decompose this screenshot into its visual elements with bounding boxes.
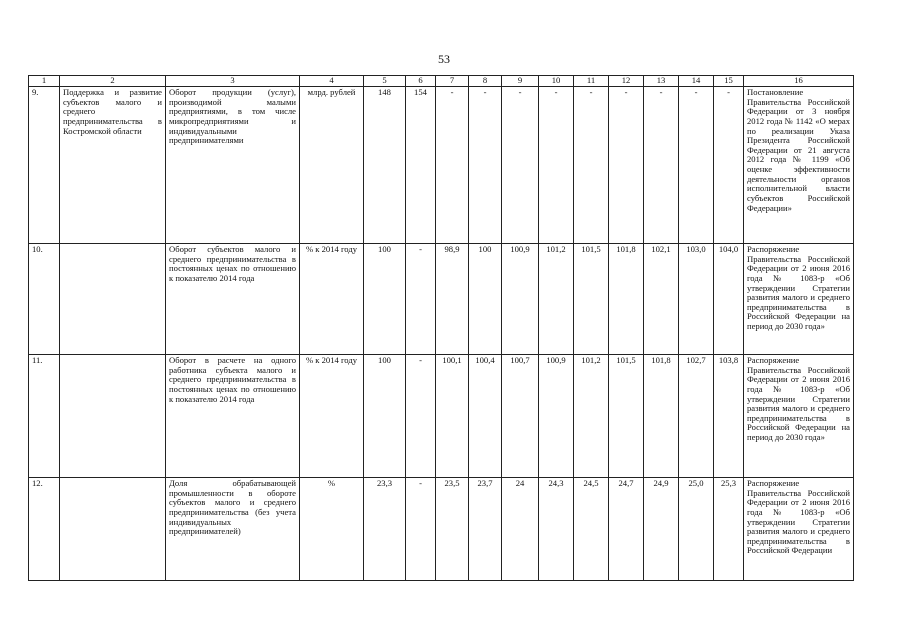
value-cell: 100	[364, 244, 406, 355]
col-header: 16	[744, 76, 854, 87]
table-row	[29, 87, 854, 244]
value-cell: 101,8	[644, 355, 679, 478]
col-header: 3	[166, 76, 300, 87]
value-cell: 154	[406, 87, 436, 244]
col-header: 10	[539, 76, 574, 87]
value-cell: -	[644, 87, 679, 244]
col-header: 2	[60, 76, 166, 87]
value-cell: 100,1	[436, 355, 469, 478]
value-cell: 102,1	[644, 244, 679, 355]
column-number-row	[29, 76, 854, 87]
value-cell: 101,8	[609, 244, 644, 355]
indicator-name: Доля обрабатывающей промышленности в обороте субъектов малого и среднего предпринимательства (без учета индивидуальных предпринимателей)	[166, 478, 300, 581]
program-name	[60, 355, 166, 478]
value-cell: 24,9	[644, 478, 679, 581]
value-cell: -	[574, 87, 609, 244]
col-header: 11	[574, 76, 609, 87]
value-cell: 24,7	[609, 478, 644, 581]
indicators-table	[28, 75, 854, 581]
value-cell: 102,7	[679, 355, 714, 478]
col-header: 8	[469, 76, 502, 87]
value-cell: 100	[364, 355, 406, 478]
col-header: 9	[502, 76, 539, 87]
table-row	[29, 244, 854, 355]
program-name	[60, 478, 166, 581]
unit-cell: % к 2014 году	[300, 355, 364, 478]
col-header: 5	[364, 76, 406, 87]
value-cell: 24,3	[539, 478, 574, 581]
value-cell: 24,5	[574, 478, 609, 581]
value-cell: -	[539, 87, 574, 244]
value-cell: 25,0	[679, 478, 714, 581]
source-document: Распоряжение Правительства Российской Федерации от 2 июня 2016 года № 1083-р «Об утверждении Стратегии развития малого и среднего предпринимательства в Российской Федерации на период до 2030 года»	[744, 244, 854, 355]
value-cell: 100,4	[469, 355, 502, 478]
col-header: 6	[406, 76, 436, 87]
value-cell: 101,2	[574, 355, 609, 478]
value-cell: 104,0	[714, 244, 744, 355]
indicator-name: Оборот субъектов малого и среднего предпринимательства в постоянных ценах по отношению к показателю 2014 года	[166, 244, 300, 355]
value-cell: 100,9	[539, 355, 574, 478]
value-cell: -	[469, 87, 502, 244]
col-header: 1	[29, 76, 60, 87]
page-number: 53	[438, 52, 450, 66]
value-cell: 103,0	[679, 244, 714, 355]
value-cell: 98,9	[436, 244, 469, 355]
unit-cell: %	[300, 478, 364, 581]
value-cell: 23,3	[364, 478, 406, 581]
source-document: Постановление Правительства Российской Федерации от 3 ноября 2012 года № 1142 «О мерах по реализации Указа Президента Российской Федерации от 21 августа 2012 года № 1199 «Об оценке эффективности деятельности органов исполнительной власти субъектов Российской Федерации»	[744, 87, 854, 244]
value-cell: 101,5	[574, 244, 609, 355]
source-document: Распоряжение Правительства Российской Федерации от 2 июня 2016 года № 1083-р «Об утверждении Стратегии развития малого и среднего предпринимательства в Российской Федерации на период до 2030 года»	[744, 355, 854, 478]
value-cell: -	[406, 355, 436, 478]
indicator-name: Оборот в расчете на одного работника субъекта малого и среднего предпринимательства в постоянных ценах по отношению к показателю 2014 года	[166, 355, 300, 478]
value-cell: -	[679, 87, 714, 244]
col-header: 4	[300, 76, 364, 87]
row-number: 11.	[29, 355, 60, 478]
source-document: Распоряжение Правительства Российской Федерации от 2 июня 2016 года № 1083-р «Об утверждении Стратегии развития малого и среднего предпринимательства в Российской Федерации	[744, 478, 854, 581]
value-cell: -	[714, 87, 744, 244]
value-cell: 101,2	[539, 244, 574, 355]
value-cell: 100,7	[502, 355, 539, 478]
col-header: 15	[714, 76, 744, 87]
col-header: 14	[679, 76, 714, 87]
value-cell: -	[609, 87, 644, 244]
program-name: Поддержка и развитие субъектов малого и среднего предпринимательства в Костромской области	[60, 87, 166, 244]
unit-cell: млрд. рублей	[300, 87, 364, 244]
program-name	[60, 244, 166, 355]
value-cell: 23,5	[436, 478, 469, 581]
row-number: 12.	[29, 478, 60, 581]
table-row	[29, 355, 854, 478]
value-cell: 100	[469, 244, 502, 355]
row-number: 9.	[29, 87, 60, 244]
value-cell: 100,9	[502, 244, 539, 355]
indicator-name: Оборот продукции (услуг), производимой малыми предприятиями, в том числе микропредприятиями и индивидуальными предпринимателями	[166, 87, 300, 244]
value-cell: 101,5	[609, 355, 644, 478]
value-cell: -	[502, 87, 539, 244]
row-number: 10.	[29, 244, 60, 355]
col-header: 7	[436, 76, 469, 87]
col-header: 12	[609, 76, 644, 87]
table-row	[29, 478, 854, 581]
value-cell: -	[406, 478, 436, 581]
value-cell: 24	[502, 478, 539, 581]
value-cell: 25,3	[714, 478, 744, 581]
value-cell: -	[406, 244, 436, 355]
col-header: 13	[644, 76, 679, 87]
value-cell: 23,7	[469, 478, 502, 581]
value-cell: 103,8	[714, 355, 744, 478]
value-cell: -	[436, 87, 469, 244]
unit-cell: % к 2014 году	[300, 244, 364, 355]
value-cell: 148	[364, 87, 406, 244]
